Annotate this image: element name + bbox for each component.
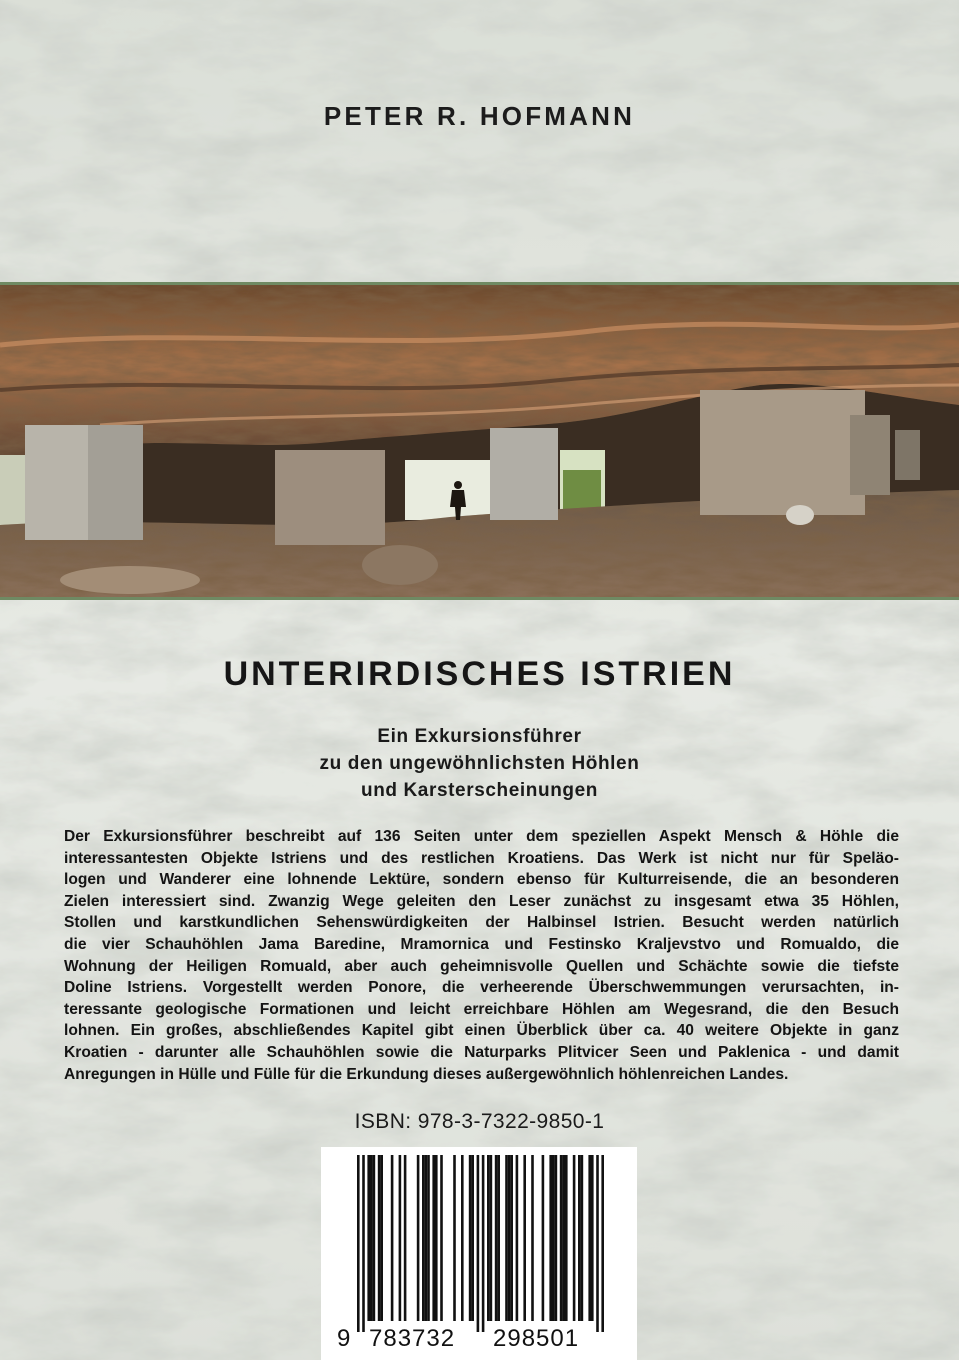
blurb-line: Zielen interessiert sind. Zwanzig Wege geleiten den Leser zunächst zu insgesamt etwa 35 Höhlen,	[64, 892, 899, 910]
barcode-bar	[378, 1155, 381, 1321]
barcode-bar	[588, 1155, 591, 1321]
barcode-bar	[425, 1155, 428, 1321]
barcode-bar	[495, 1155, 498, 1321]
book-title: UNTERIRDISCHES ISTRIEN	[223, 655, 736, 693]
barcode-bar	[404, 1155, 407, 1321]
barcode-bar	[510, 1155, 513, 1321]
barcode-bar	[440, 1155, 443, 1321]
subtitle-line: und Karsterscheinungen	[360, 780, 599, 801]
barcode-bars	[321, 1147, 637, 1332]
barcode-guard-bar	[477, 1155, 480, 1332]
barcode-bar	[435, 1155, 438, 1321]
blurb-text	[64, 826, 899, 1085]
barcode-bar	[591, 1155, 594, 1321]
barcode-lead-digit: 9	[337, 1325, 352, 1352]
barcode-bar	[562, 1155, 565, 1321]
barcode-guard-bar	[601, 1155, 604, 1332]
barcode-bar	[523, 1155, 526, 1321]
barcode-left-group: 783732	[369, 1325, 456, 1352]
barcode-bar	[565, 1155, 568, 1321]
barcode-bar	[367, 1155, 370, 1321]
barcode-bar	[555, 1155, 558, 1321]
barcode-guard-bar	[596, 1155, 599, 1332]
barcode-bar	[399, 1155, 402, 1321]
barcode-bar	[531, 1155, 534, 1321]
cave-photo	[0, 282, 959, 600]
barcode-guard-bar	[362, 1155, 365, 1332]
blurb-line: logen und Wanderer eine lohnende Lektüre, sondern ebenso für Kulturreisende, die an besonderen	[64, 871, 899, 889]
barcode-bar	[505, 1155, 508, 1321]
barcode-bar	[422, 1155, 425, 1321]
barcode-bar	[461, 1155, 464, 1321]
barcode-guard-bar	[482, 1155, 485, 1332]
barcode-digits	[321, 1325, 637, 1355]
barcode-bar	[391, 1155, 394, 1321]
barcode-bar	[370, 1155, 373, 1321]
subtitle-line: zu den ungewöhnlichsten Höhlen	[319, 753, 640, 774]
blurb-line: Doline Istriens. Vorgestellt werden Ponore, die verheerende Überschwemmungen verursachten, in-	[64, 979, 899, 997]
blurb-line: teressante geologische Formationen und leicht erreichbare Höhlen am Wegesrand, die den Besuch	[64, 1000, 899, 1018]
barcode-guard-bar	[357, 1155, 360, 1332]
barcode-bar	[560, 1155, 563, 1321]
barcode-bar	[552, 1155, 555, 1321]
barcode-bar	[497, 1155, 500, 1321]
barcode-bar	[417, 1155, 420, 1321]
barcode-bar	[549, 1155, 552, 1321]
blurb-line: lohnen. Ein großes, abschließendes Kapitel gibt einen Überblick über ca. 40 weitere Objekte in ganz	[64, 1022, 899, 1040]
barcode-bar	[380, 1155, 383, 1321]
barcode-bar	[490, 1155, 493, 1321]
barcode-bar	[581, 1155, 584, 1321]
isbn-barcode	[321, 1147, 637, 1360]
barcode-bar	[427, 1155, 430, 1321]
barcode-bar	[469, 1155, 472, 1321]
barcode-bar	[453, 1155, 456, 1321]
blurb-line: interessantesten Objekte Istriens und des restlichen Kroatiens. Das Werk ist nicht nur für Speläo-	[64, 849, 899, 867]
barcode-bar	[508, 1155, 511, 1321]
author-name: PETER R. HOFMANN	[323, 101, 636, 131]
blurb-line: die vier Schauhöhlen Jama Baredine, Mramornica und Festinsko Kraljevstvo und Romualdo, die	[64, 935, 899, 953]
barcode-bar	[573, 1155, 576, 1321]
barcode-bar	[487, 1155, 490, 1321]
book-subtitle	[0, 723, 959, 804]
subtitle-line: Ein Exkursionsführer	[377, 726, 582, 747]
blurb-line: Kroatien - darunter alle Schauhöhlen sowie die Naturparks Plitvicer Seen und Paklenica - und damit	[64, 1043, 899, 1061]
barcode-bar	[373, 1155, 376, 1321]
barcode-bar	[516, 1155, 519, 1321]
blurb-line: Der Exkursionsführer beschreibt auf 136 Seiten unter dem speziellen Aspekt Mensch & Höhle die	[64, 828, 899, 845]
barcode-bar	[542, 1155, 545, 1321]
blurb-line: Stollen und karstkundlichen Sehenswürdigkeiten der Halbinsel Istrien. Besucht werden natürlich	[64, 914, 899, 932]
barcode-right-group: 298501	[493, 1325, 580, 1352]
barcode-bar	[471, 1155, 474, 1321]
isbn-number: ISBN: 978-3-7322-9850-1	[354, 1110, 605, 1133]
blurb-line: Wohnung der Heiligen Romuald, aber auch geheimnisvolle Quellen und Schächte sowie die tiefste	[64, 957, 899, 975]
barcode-bar	[578, 1155, 581, 1321]
blurb-line: Anregungen in Hülle und Fülle für die Erkundung dieses außergewöhnlich höhlenreichen Landes.	[64, 1065, 789, 1083]
barcode-bar	[432, 1155, 435, 1321]
